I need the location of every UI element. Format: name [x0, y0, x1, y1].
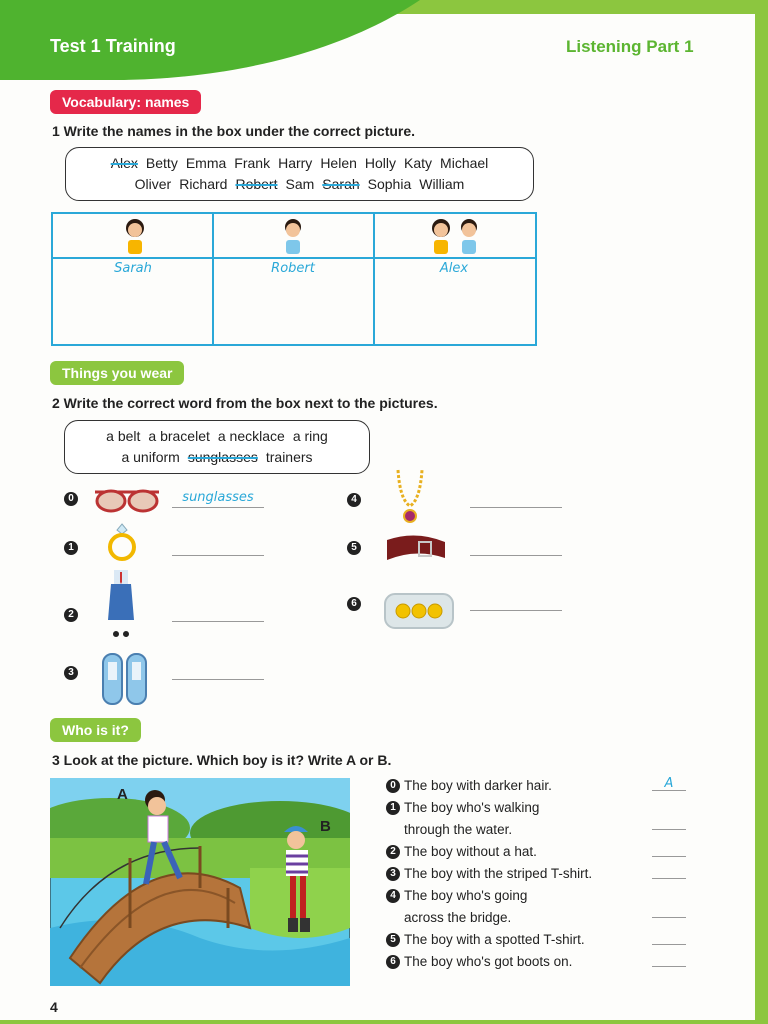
statement-text: through the water.	[404, 822, 513, 837]
table-divider	[53, 257, 535, 259]
item-number-1: 1	[64, 541, 78, 555]
q2-word-box	[64, 420, 370, 474]
statement-text: The boy who's got boots on.	[404, 954, 573, 969]
statement-answer: A	[664, 776, 674, 791]
sunglasses-icon	[93, 484, 161, 514]
page-number: 4	[50, 999, 58, 1015]
word-option: Betty	[145, 155, 178, 171]
word-option: Katy	[404, 155, 433, 171]
table-column-line	[212, 214, 214, 344]
answer-line	[652, 917, 686, 918]
word-option: Sophia	[367, 176, 412, 192]
boy-label-b: B	[320, 818, 331, 835]
statement-number: 2	[386, 845, 400, 859]
girl-icon	[121, 216, 149, 256]
section-things-you-wear: Things you wear	[50, 361, 184, 385]
item-number-0: 0	[64, 492, 78, 506]
girl-and-boy-icon	[427, 216, 483, 256]
test-title: Test 1 Training	[50, 36, 176, 56]
word-option: a necklace	[217, 428, 285, 444]
word-option: a ring	[292, 428, 328, 444]
answer-line-0	[172, 507, 264, 508]
answer-line	[652, 829, 686, 830]
q1-word-row-2	[66, 176, 533, 192]
necklace-icon	[392, 466, 428, 526]
word-option: sunglasses	[187, 449, 258, 465]
word-option: Robert	[235, 176, 278, 192]
word-option: Oliver	[134, 176, 172, 192]
uniform-icon	[105, 568, 137, 640]
answer-line	[652, 856, 686, 857]
q1-answer-table	[51, 212, 537, 346]
table-column-line	[373, 214, 375, 344]
item-number-4: 4	[347, 493, 361, 507]
word-option: Alex	[110, 155, 138, 171]
answer-line-1	[172, 555, 264, 556]
statement-number: 6	[386, 955, 400, 969]
answer-line	[652, 878, 686, 879]
q3-instruction: 3 Look at the picture. Which boy is it? Write A or B.	[52, 752, 392, 768]
word-option: Sarah	[322, 176, 360, 192]
section-vocabulary: Vocabulary: names	[50, 90, 201, 114]
statement-number: 4	[386, 889, 400, 903]
q1-word-row-1	[66, 155, 533, 171]
bridge-scene-illustration	[50, 778, 350, 986]
answer-robert: Robert	[271, 261, 315, 276]
statement-text: across the bridge.	[404, 910, 512, 925]
part-title: Listening Part 1	[566, 37, 694, 56]
statement-text: The boy with a spotted T-shirt.	[404, 932, 585, 947]
boy-label-a: A	[117, 786, 128, 803]
word-option: Richard	[179, 176, 228, 192]
answer-line-2	[172, 621, 264, 622]
answer-line-6	[470, 610, 562, 611]
answer-line-3	[172, 679, 264, 680]
bracelet-icon	[383, 590, 455, 632]
word-option: Frank	[234, 155, 271, 171]
word-option: Emma	[185, 155, 227, 171]
word-option: Sam	[285, 176, 315, 192]
statement-text: The boy who's going	[404, 888, 528, 903]
section-who-is-it: Who is it?	[50, 718, 141, 742]
q2-word-row-1	[65, 428, 369, 444]
answer-line	[652, 966, 686, 967]
word-option: Helen	[320, 155, 357, 171]
item-number-3: 3	[64, 666, 78, 680]
boy-icon	[279, 216, 307, 256]
answer-line-5	[470, 555, 562, 556]
word-option: a uniform	[121, 449, 180, 465]
statement-text: The boy who's walking	[404, 800, 540, 815]
q2-word-row-2	[65, 449, 369, 465]
statement-number: 0	[386, 779, 400, 793]
answer-sunglasses: sunglasses	[182, 490, 254, 505]
word-option: Holly	[364, 155, 397, 171]
word-option: Harry	[278, 155, 313, 171]
q2-instruction: 2 Write the correct word from the box next to the pictures.	[52, 395, 438, 411]
word-option: William	[419, 176, 465, 192]
item-number-6: 6	[347, 597, 361, 611]
q1-word-box	[65, 147, 534, 201]
statement-number: 1	[386, 801, 400, 815]
statement-text: The boy with the striped T-shirt.	[404, 866, 593, 881]
word-option: trainers	[265, 449, 313, 465]
trainers-icon	[100, 652, 150, 708]
q1-instruction: 1 Write the names in the box under the correct picture.	[52, 123, 416, 139]
item-number-5: 5	[347, 541, 361, 555]
word-option: a bracelet	[148, 428, 210, 444]
answer-alex: Alex	[439, 261, 469, 276]
word-option: a belt	[106, 428, 141, 444]
statement-text: The boy with darker hair.	[404, 778, 552, 793]
belt-icon	[383, 530, 449, 570]
item-number-2: 2	[64, 608, 78, 622]
answer-sarah: Sarah	[114, 261, 152, 276]
ring-icon	[104, 522, 140, 562]
answer-line	[652, 944, 686, 945]
statement-number: 3	[386, 867, 400, 881]
statement-number: 5	[386, 933, 400, 947]
statement-text: The boy without a hat.	[404, 844, 537, 859]
answer-line-4	[470, 507, 562, 508]
word-option: Michael	[440, 155, 489, 171]
